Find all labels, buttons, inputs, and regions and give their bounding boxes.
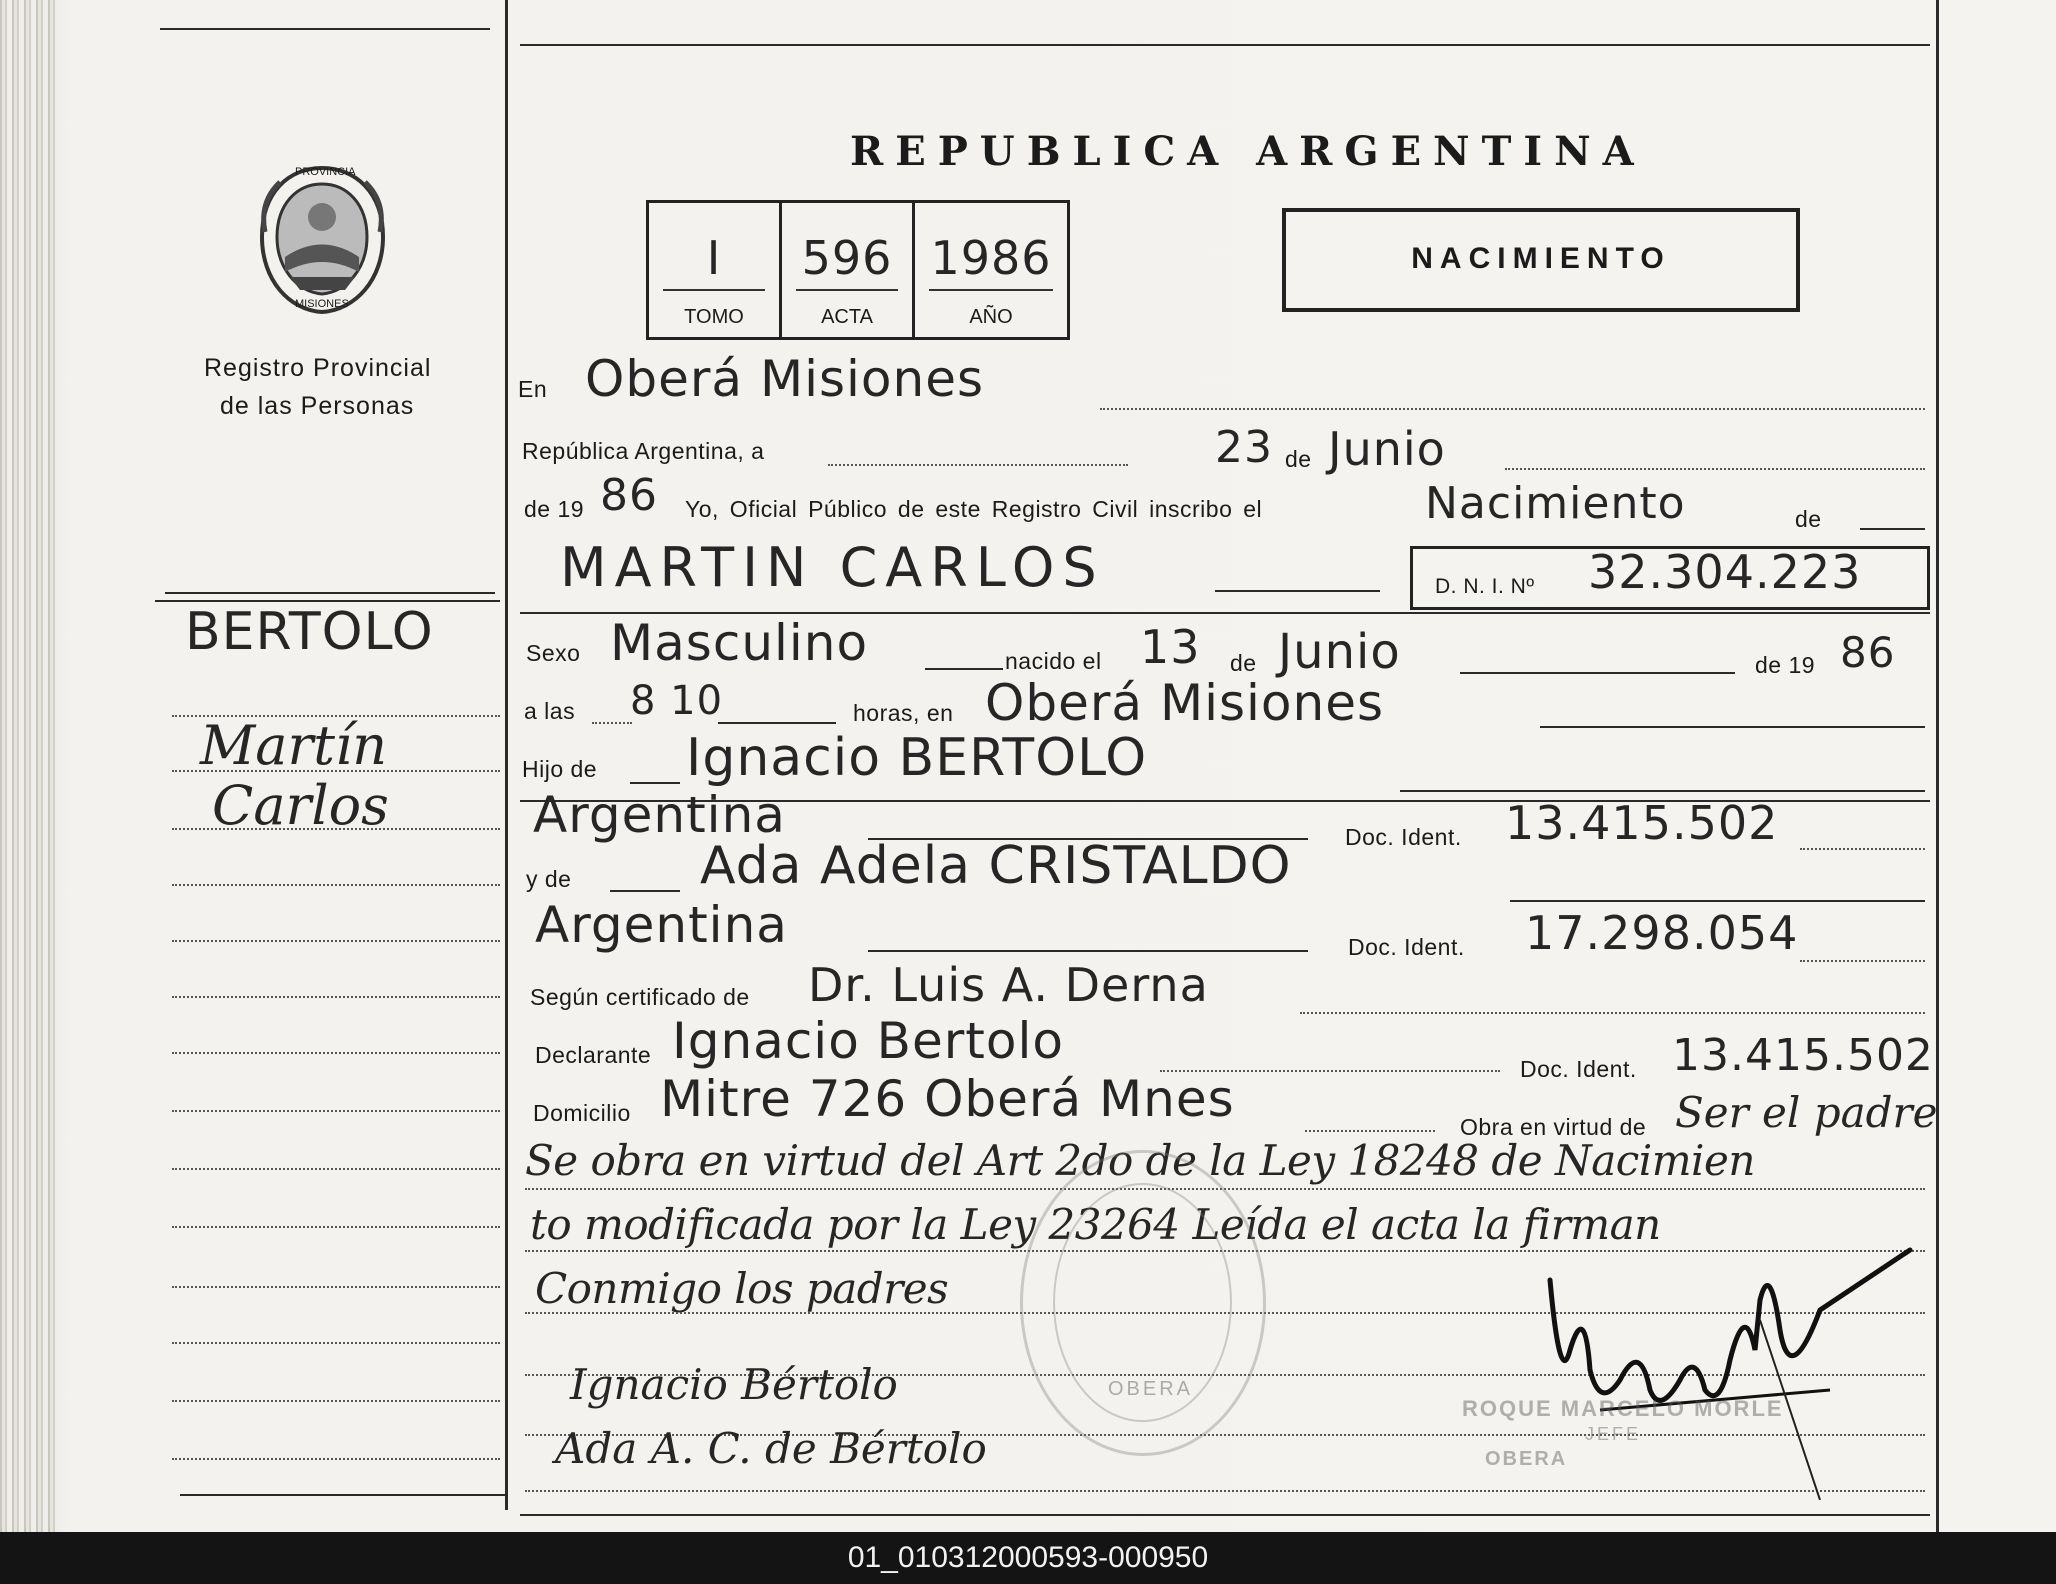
- ano-cell: [915, 203, 1067, 337]
- dni-value: 32.304.223: [1588, 545, 1862, 599]
- a-las-dotline: [592, 722, 632, 724]
- birth-day: 13: [1140, 620, 1201, 674]
- registry-numbers-box: [646, 200, 1070, 340]
- de-label-3: de: [1230, 650, 1257, 676]
- birth-place-underline: [1540, 726, 1925, 728]
- en-dotline: [1100, 408, 1925, 410]
- sidebar-dotline: [172, 1226, 500, 1228]
- note-line-1: Se obra en virtud del Art 2do de la Ley 18248 de Nacimien: [525, 1136, 1755, 1185]
- birth-year: 86: [1840, 628, 1896, 677]
- sidebar-dotline: [172, 1400, 500, 1402]
- certificado-dotline: [1300, 1012, 1925, 1014]
- birth-place: Oberá Misiones: [985, 674, 1385, 732]
- declarante-value: Ignacio Bertolo: [672, 1012, 1064, 1070]
- mother-name-underline: [1510, 900, 1925, 902]
- sidebar-rule: [165, 592, 495, 594]
- obra-value: Ser el padre: [1675, 1088, 1938, 1137]
- birth-time: 8 10: [630, 678, 724, 724]
- top-left-rule: [160, 28, 490, 30]
- tomo-label: TOMO: [684, 306, 744, 328]
- mother-nationality: Argentina: [535, 896, 788, 954]
- year-prefix: de 19: [524, 496, 585, 522]
- coat-of-arms-icon: [255, 162, 390, 317]
- sexo-label: Sexo: [526, 640, 581, 666]
- tomo-cell: [649, 203, 782, 337]
- seal-bottom-text: MISIONES: [295, 298, 349, 310]
- record-type-label: NACIMIENTO: [1411, 242, 1671, 275]
- mother-name: Ada Adela CRISTALDO: [700, 836, 1292, 896]
- time-underline: [718, 722, 836, 724]
- republica-label: República Argentina, a: [522, 438, 765, 464]
- acta-cell: [782, 203, 915, 337]
- declarante-label: Declarante: [535, 1042, 652, 1068]
- stamp-text: OBERA: [1108, 1378, 1194, 1400]
- sidebar-bottom-rule: [180, 1494, 505, 1496]
- acta-value: 596: [801, 231, 893, 285]
- mother-nat-underline: [868, 950, 1308, 952]
- father-signature: Ignacio Bértolo: [570, 1360, 898, 1409]
- hijo-underline: [630, 782, 680, 784]
- republica-dotline: [828, 464, 1128, 466]
- registry-name-line1: Registro Provincial: [204, 354, 432, 382]
- note-line-3: Conmigo los padres: [535, 1264, 949, 1313]
- domicilio-dotline: [1305, 1130, 1435, 1132]
- official-name: ROQUE MARCELO MORLE: [1462, 1396, 1784, 1421]
- sidebar-given-name-2: Carlos: [212, 774, 389, 837]
- de19-label: de 19: [1755, 652, 1816, 678]
- obra-label: Obra en virtud de: [1460, 1114, 1647, 1140]
- official-signature-icon: [1530, 1240, 1930, 1500]
- note-line-2: to modificada por la Ley 23264 Leída el acta la firman: [530, 1200, 1661, 1249]
- father-doc: 13.415.502: [1505, 796, 1779, 850]
- father-name: Ignacio BERTOLO: [686, 728, 1148, 788]
- sidebar-surname: BERTOLO: [185, 602, 434, 662]
- mother-doc: 17.298.054: [1525, 906, 1799, 960]
- birth-month: Junio: [1278, 624, 1401, 680]
- record-type-box: [1282, 208, 1800, 312]
- sidebar-dotline: [172, 884, 500, 886]
- en-value: Oberá Misiones: [585, 350, 985, 408]
- date-day: 23: [1215, 422, 1273, 473]
- year-suffix: 86: [600, 470, 658, 521]
- page-binding-edge: [0, 0, 60, 1532]
- ano-value: 1986: [930, 231, 1052, 285]
- sidebar-dotline: [172, 1286, 500, 1288]
- provincial-seal: [255, 162, 390, 322]
- hijo-label: Hijo de: [522, 756, 598, 782]
- frame-left-line: [505, 0, 508, 1510]
- date-month: Junio: [1328, 422, 1446, 476]
- sidebar-dotline: [172, 996, 500, 998]
- sexo-underline: [925, 668, 1003, 670]
- birth-month-underline: [1460, 672, 1735, 674]
- yde-label: y de: [526, 866, 572, 892]
- sidebar-dotline: [172, 1342, 500, 1344]
- domicilio-label: Domicilio: [533, 1100, 631, 1126]
- father-doc-label: Doc. Ident.: [1345, 824, 1462, 850]
- declarante-doc-label: Doc. Ident.: [1520, 1056, 1637, 1082]
- official-title: JEFE: [1585, 1424, 1642, 1444]
- yde-underline: [610, 890, 680, 892]
- act-type: Nacimiento: [1425, 478, 1686, 529]
- date-dotline: [1505, 468, 1925, 470]
- seal-top-text: PROVINCIA: [295, 166, 356, 178]
- en-label: En: [518, 376, 548, 402]
- de-label: de: [1285, 446, 1312, 472]
- domicilio-value: Mitre 726 Oberá Mnes: [660, 1070, 1235, 1128]
- sidebar-dotline: [172, 940, 500, 942]
- father-name-underline: [1400, 790, 1925, 792]
- sexo-value: Masculino: [610, 614, 869, 672]
- mother-signature: Ada A. C. de Bértolo: [555, 1424, 987, 1473]
- mother-doc-label: Doc. Ident.: [1348, 934, 1465, 960]
- bottom-rule: [520, 1514, 1930, 1516]
- father-nationality: Argentina: [533, 786, 786, 844]
- nacido-label: nacido el: [1005, 648, 1102, 674]
- a-las-label: a las: [524, 698, 576, 724]
- yo-text: Yo, Oficial Público de este Registro Civil inscribo el: [685, 496, 1263, 522]
- official-office: OBERA: [1485, 1448, 1568, 1470]
- de-label-2: de: [1795, 506, 1822, 532]
- image-id-footer: 01_010312000593-000950: [0, 1532, 2056, 1584]
- certificado-label: Según certificado de: [530, 984, 750, 1010]
- registry-name-line2: de las Personas: [220, 392, 415, 420]
- declarante-doc: 13.415.502: [1672, 1030, 1934, 1081]
- certificado-value: Dr. Luis A. Derna: [808, 958, 1209, 1012]
- sidebar-dotline: [172, 1458, 500, 1460]
- name-underline: [1215, 590, 1380, 592]
- horas-label: horas, en: [853, 700, 954, 726]
- mother-doc-dotline: [1800, 960, 1925, 962]
- dni-label: D. N. I. Nº: [1435, 575, 1535, 598]
- father-doc-dotline: [1800, 848, 1925, 850]
- de-underline: [1860, 528, 1925, 530]
- country-title: REPUBLICA ARGENTINA: [850, 128, 1646, 175]
- ano-label: AÑO: [969, 306, 1013, 328]
- sidebar-dotline: [172, 1052, 500, 1054]
- frame-right-line: [1936, 0, 1939, 1532]
- sidebar-dotline: [172, 1168, 500, 1170]
- acta-label: ACTA: [821, 306, 873, 328]
- top-rule: [520, 44, 1930, 46]
- dni-box: [1410, 546, 1930, 610]
- official-stamp: [1020, 1150, 1266, 1456]
- sidebar-given-name-1: Martín: [200, 714, 388, 777]
- tomo-value: I: [706, 231, 722, 285]
- full-name: MARTIN CARLOS: [560, 536, 1105, 599]
- sidebar-dotline: [172, 1110, 500, 1112]
